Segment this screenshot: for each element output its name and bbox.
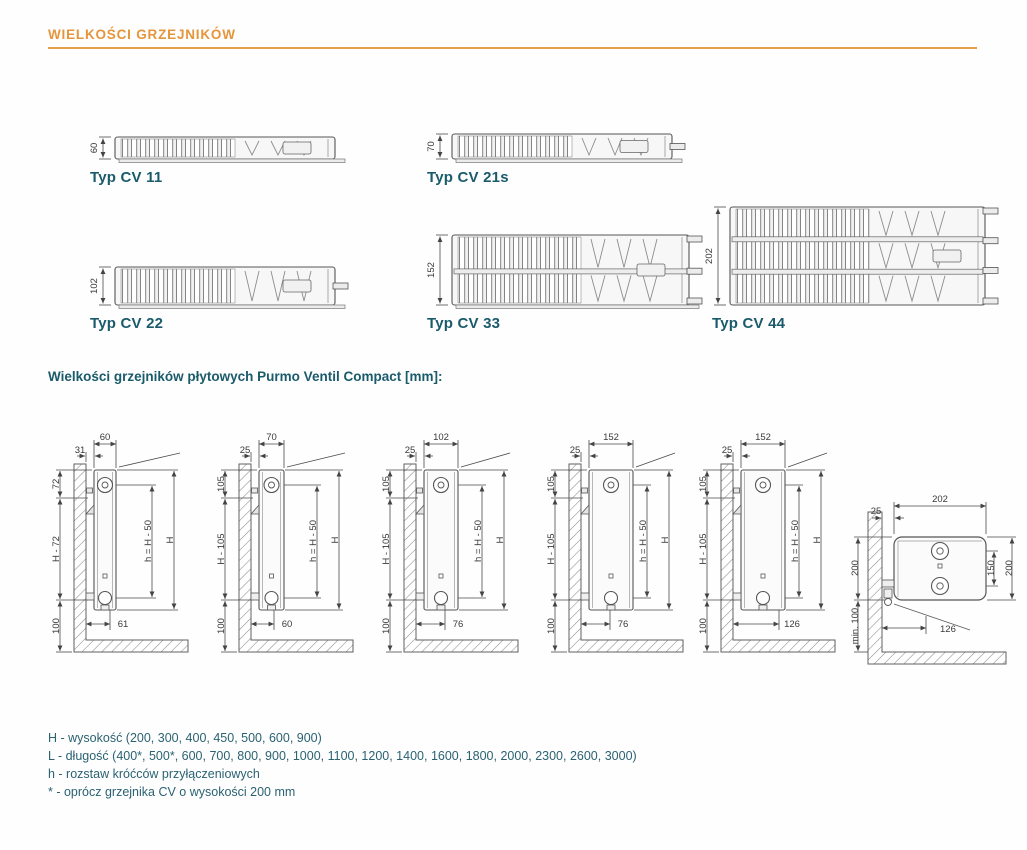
- dim-depth-label: 202: [704, 248, 715, 264]
- radiator-front-view: [86, 470, 116, 610]
- top-view-svg: [85, 133, 350, 167]
- footnote-line: * - oprócz grzejnika CV o wysokości 200 mm: [48, 785, 296, 799]
- dim-pipe-spacing: h = H - 50: [638, 520, 649, 562]
- radiator-front-view: [733, 470, 785, 610]
- front-view-svg: [695, 428, 855, 678]
- top-view-cv11: [85, 133, 350, 167]
- type-label-cv33: Typ CV 33: [427, 315, 501, 332]
- dim-lines: [99, 137, 111, 159]
- dim-wall-gap: 25: [239, 445, 251, 456]
- dim-pipe-spacing: h = H - 50: [473, 520, 484, 562]
- dim-foot: 76: [452, 619, 464, 630]
- type-label-cv21s: Typ CV 21s: [427, 169, 509, 186]
- type-label-cv22: Typ CV 22: [90, 315, 164, 332]
- side-view-diagram: [848, 452, 1027, 677]
- dim-foot: 126: [784, 619, 800, 630]
- dim-height: H: [812, 536, 823, 544]
- dim-depth: 202: [932, 494, 948, 505]
- radiator-side-view: [882, 537, 986, 606]
- dim-height: H: [330, 536, 341, 544]
- dim-wall-gap: 25: [569, 445, 581, 456]
- dim-left-bottom: min. 100: [850, 607, 861, 645]
- front-view-diagram-5: [695, 428, 855, 678]
- dim-floor-clearance: 100: [51, 618, 62, 634]
- dim-top: 105: [216, 476, 227, 492]
- footnote-line: H - wysokość (200, 300, 400, 450, 500, 600, 900): [48, 731, 322, 745]
- radiator-top-view: [115, 267, 348, 309]
- dim-lines: [99, 267, 111, 305]
- front-view-diagram-2: [213, 428, 373, 678]
- dim-depth-label: 102: [89, 278, 100, 294]
- dim-left-top: 200: [850, 560, 861, 576]
- dim-lines: [436, 235, 448, 305]
- top-view-cv33: [422, 231, 704, 313]
- front-view-svg: [378, 428, 538, 678]
- dim-top: 105: [381, 476, 392, 492]
- type-label-cv44: Typ CV 44: [712, 315, 786, 332]
- dim-lines: [436, 134, 448, 159]
- dim-foot: 60: [281, 619, 293, 630]
- dim-depth: 152: [755, 432, 771, 443]
- radiator-front-view: [416, 470, 458, 610]
- dim-height: H: [165, 536, 176, 544]
- front-view-svg: [213, 428, 373, 678]
- dim-lines: [714, 207, 726, 305]
- dim-foot: 61: [117, 619, 129, 630]
- dim-depth: 60: [99, 432, 111, 443]
- front-view-svg: [48, 428, 208, 678]
- dim-right-outer: 200: [1004, 560, 1015, 576]
- dim-middle: H - 72: [51, 536, 62, 562]
- radiator-top-view: [115, 137, 345, 163]
- dim-foot: 76: [617, 619, 629, 630]
- dim-middle: H - 105: [546, 533, 557, 565]
- dim-height: H: [660, 536, 671, 544]
- radiator-top-view: [452, 134, 685, 163]
- top-view-svg: [422, 130, 687, 167]
- dim-depth-label: 152: [426, 262, 437, 278]
- dim-right-inner: 150: [986, 560, 997, 576]
- front-view-diagram-3: [378, 428, 538, 678]
- dim-middle: H - 105: [381, 533, 392, 565]
- radiator-top-view: [452, 235, 702, 309]
- radiator-front-view: [251, 470, 284, 610]
- top-view-svg: [422, 231, 704, 313]
- dim-depth: 152: [603, 432, 619, 443]
- dim-floor-clearance: 100: [698, 618, 709, 634]
- top-view-svg: [85, 263, 350, 313]
- front-view-svg: [543, 428, 703, 678]
- front-view-diagram-1: [48, 428, 208, 678]
- dim-floor-clearance: 100: [216, 618, 227, 634]
- footnote-line: h - rozstaw króćców przyłączeniowych: [48, 767, 260, 781]
- front-view-diagram-4: [543, 428, 703, 678]
- dim-depth: 70: [266, 432, 277, 443]
- dim-top: 105: [546, 476, 557, 492]
- footnotes: [48, 729, 637, 801]
- dim-pipe-spacing: h = H - 50: [308, 520, 319, 562]
- dim-middle: H - 105: [698, 533, 709, 565]
- top-view-cv21s: [422, 130, 687, 167]
- type-label-cv11: Typ CV 11: [90, 169, 163, 186]
- dim-wall-gap: 25: [404, 445, 416, 456]
- dim-depth: 102: [433, 432, 449, 443]
- footnote-line: L - długość (400*, 500*, 600, 700, 800, 900, 1000, 1100, 1200, 1400, 1600, 1800, 2000, 2300, 2600, 3000): [48, 749, 637, 763]
- top-view-svg: [700, 203, 1000, 311]
- dim-top: 72: [51, 478, 62, 490]
- side-view-svg: [848, 452, 1027, 677]
- dim-wall-gap: 25: [870, 506, 882, 517]
- radiator-top-view: [730, 207, 998, 305]
- section-heading: Wielkości grzejników płytowych Purmo Ventil Compact [mm]:: [48, 369, 443, 384]
- top-view-cv44: [700, 203, 1000, 311]
- dim-middle: H - 105: [216, 533, 227, 565]
- dim-wall-gap: 25: [721, 445, 733, 456]
- page-title: WIELKOŚCI GRZEJNIKÓW: [48, 27, 236, 42]
- dim-foot: 126: [940, 624, 956, 635]
- dim-height: H: [495, 536, 506, 544]
- dim-floor-clearance: 100: [546, 618, 557, 634]
- dim-depth-label: 70: [426, 141, 437, 152]
- dim-floor-clearance: 100: [381, 618, 392, 634]
- dim-wall-gap: 31: [74, 445, 86, 456]
- top-view-cv22: [85, 263, 350, 313]
- radiator-front-view: [581, 470, 633, 610]
- dim-top: 105: [698, 476, 709, 492]
- title-underline: [48, 47, 977, 49]
- dim-pipe-spacing: h = H - 50: [790, 520, 801, 562]
- dim-pipe-spacing: h = H - 50: [143, 520, 154, 562]
- dim-depth-label: 60: [89, 142, 100, 154]
